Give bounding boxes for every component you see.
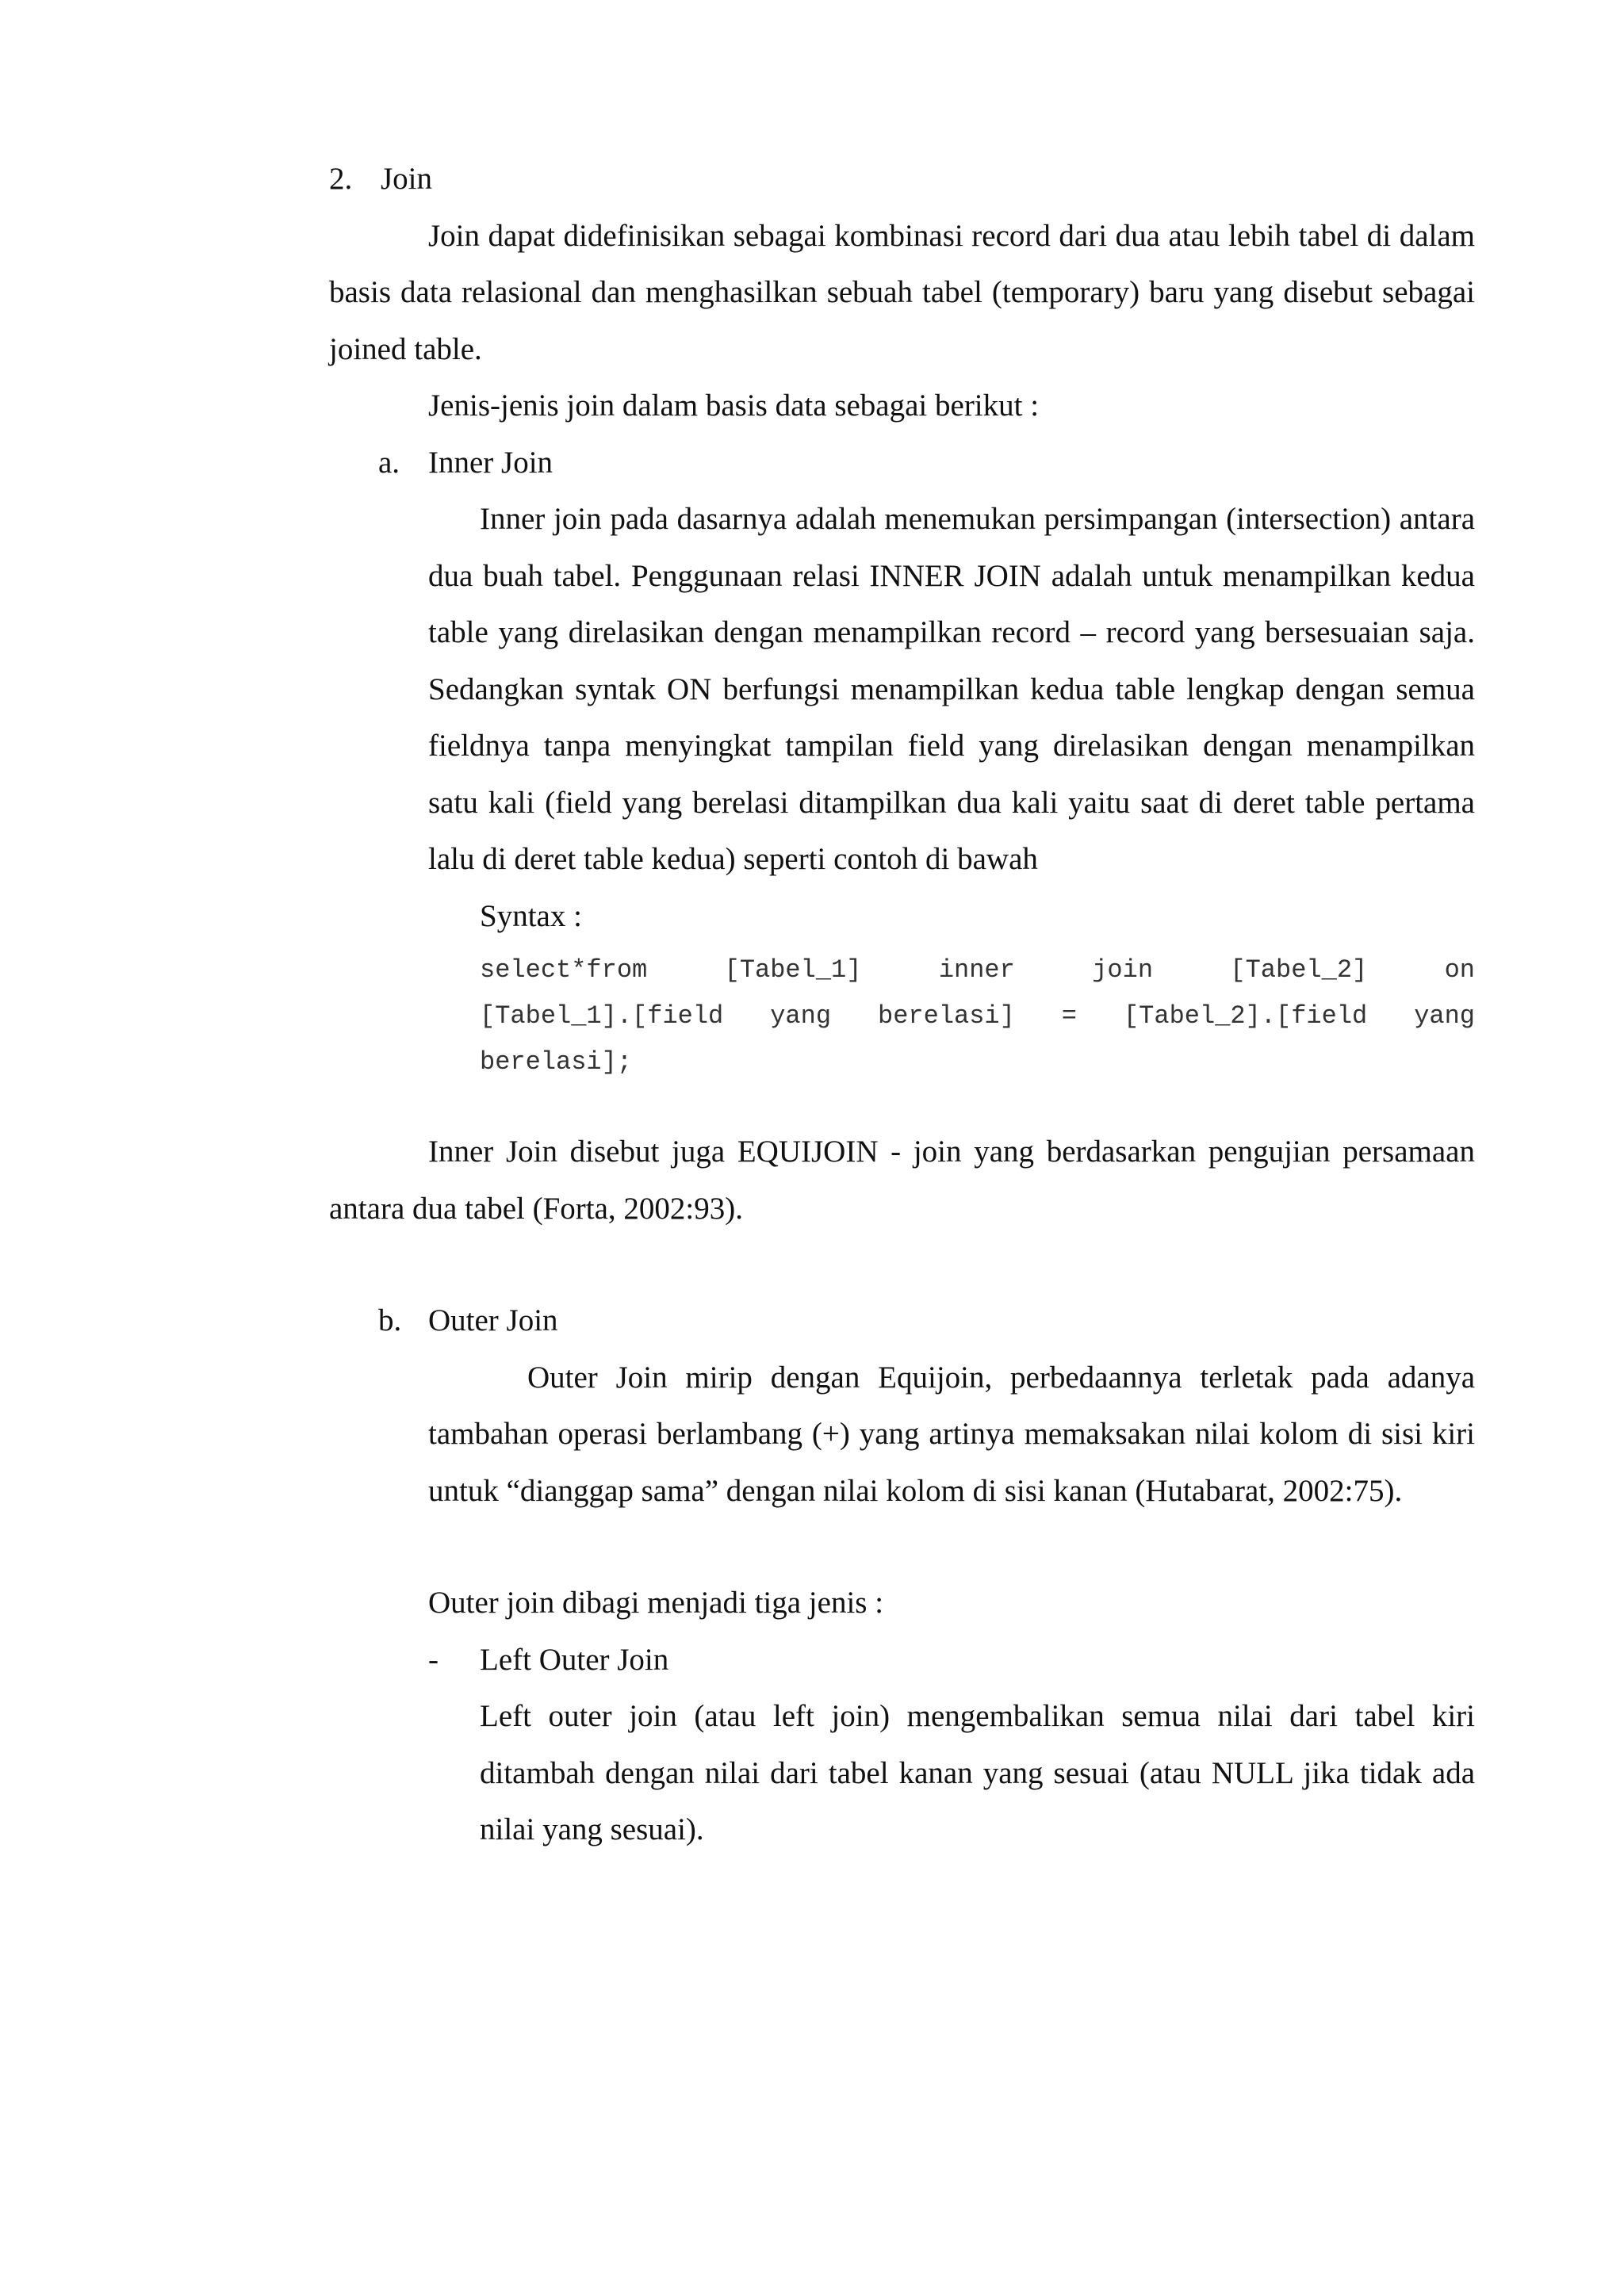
section-number: 2.	[329, 162, 353, 196]
intro-paragraph: Join dapat didefinisikan sebagai kombinasi record dari dua atau lebih tabel di dalam basis data relasional dan menghasilkan sebuah tabel (temporary) baru yang disebut sebagai joined table.	[329, 218, 1475, 366]
outer-join-heading	[378, 1292, 1475, 1349]
spacer	[329, 1237, 1475, 1292]
inner-join-label: a.	[378, 445, 400, 480]
list-bullet: -	[428, 1642, 439, 1677]
syntax-label: Syntax :	[480, 898, 582, 933]
inner-join-heading	[378, 434, 1475, 492]
left-outer-join-description: Left outer join (atau left join) mengembalikan semua nilai dari tabel kiri ditambah dengan nilai dari tabel kanan yang sesuai (atau NULL jika tidak ada nilai yang sesuai).	[480, 1699, 1475, 1846]
spacer	[329, 1519, 1475, 1575]
code-line: select*from [Tabel_1] inner join [Tabel_2] on	[480, 955, 1475, 985]
left-outer-join-heading	[428, 1632, 1475, 1689]
spacer	[329, 1085, 1475, 1123]
outer-join-description: Outer Join mirip dengan Equijoin, perbedaannya terletak pada adanya tambahan operasi berlambang (+) yang artinya memaksakan nilai kolom di sisi kiri untuk “dianggap sama” dengan nilai kolom di sisi kanan (Hutabarat, 2002:75).	[428, 1360, 1475, 1508]
code-line: [Tabel_1].[field yang berelasi] = [Tabel_2].[field yang	[480, 1001, 1475, 1031]
outer-join-types-intro: Outer join dibagi menjadi tiga jenis :	[428, 1586, 884, 1620]
left-outer-join-title: Left Outer Join	[480, 1642, 669, 1677]
inner-join-description: Inner join pada dasarnya adalah menemukan persimpangan (intersection) antara dua buah tabel. Penggunaan relasi INNER JOIN adalah untuk menampilkan kedua table yang direlasikan dengan menampilkan record – record yang bersesuaian saja. Sedangkan syntak ON berfungsi menampilkan kedua table lengkap dengan semua fieldnya tanpa menyingkat tampilan field yang direlasikan dengan menampilkan satu kali (field yang berelasi ditampilkan dua kali yaitu saat di deret table pertama lalu di deret table kedua) seperti contoh di bawah	[428, 502, 1475, 876]
outer-join-label: b.	[378, 1303, 402, 1337]
section-title: Join	[381, 162, 433, 196]
join-types-intro: Jenis-jenis join dalam basis data sebagai berikut :	[428, 388, 1040, 423]
document-body	[329, 151, 1475, 1858]
inner-join-title: Inner Join	[428, 445, 553, 480]
inner-join-code-block	[480, 947, 1475, 1085]
code-line: berelasi];	[480, 1047, 633, 1077]
outer-join-title: Outer Join	[428, 1303, 558, 1337]
equijoin-paragraph: Inner Join disebut juga EQUIJOIN - join yang berdasarkan pengujian persamaan antara dua tabel (Forta, 2002:93).	[329, 1135, 1475, 1226]
section-heading	[329, 151, 1475, 208]
